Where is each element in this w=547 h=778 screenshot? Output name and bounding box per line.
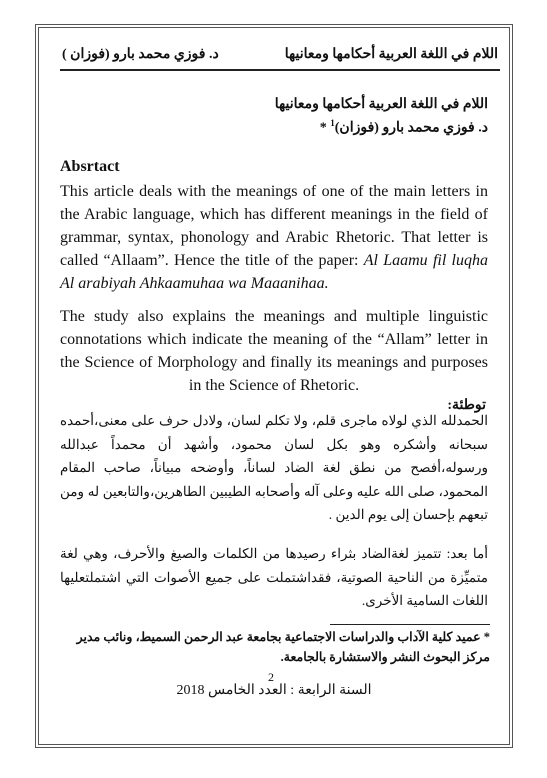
author-footnote: * عميد كلية الآداب والدراسات الاجتماعية بجامعة عبد الرحمن السميط، ونائب مدير مركز البحوث النشر والاستشارة بالجامعة. xyxy=(76,630,490,664)
footnote-divider xyxy=(330,624,490,625)
author-name: د. فوزي محمد بارو (فوزان) xyxy=(334,120,488,136)
page-number: 2 xyxy=(268,670,274,684)
intro-paragraph-2: أما بعد: تتميز لغةالضاد بثراء رصيدها من الكلمات والصيغ والأحرف، وهي لغة متميِّزة من الناحية الصوتية، فقداشتملت على جميع الأصوات التي اشتملتعليها اللغات السامية الأخرى. xyxy=(60,546,488,608)
journal-title: اللام في اللغة العربية أحكامها ومعانيها xyxy=(284,47,498,62)
abstract-p1-text: This article deals with the meanings of one of the main letters in the Arabic language, which has different meanings in the field of grammar, syntax, phonology and Arabic Rhetoric. That letter is called “Allaam”. Hence the title of the paper: xyxy=(60,183,488,269)
intro-heading: توطئة: xyxy=(447,398,486,413)
abstract-p1-italic-title: Al Laamu fil luqha Al arabiyah Ahkaamuhaa wa Maaanihaa. xyxy=(60,252,488,292)
issue-line: السنة الرابعة : العدد الخامس 2018 xyxy=(176,683,372,698)
header-author: د. فوزي محمد بارو (فوزان ) xyxy=(62,47,219,62)
abstract-paragraph-2: The study also explains the meanings and multiple linguistic connotations which indicate the meaning of the “Allam” letter in the Science of Morphology and finally its meanings and purposes in the Science of Rhetoric. xyxy=(60,308,488,394)
intro-paragraph-1: الحمدلله الذي لولاه ماجرى قلم، ولا تكلم لسان، ولادل حرف على معنى،أحمده سبحانه وأشكره وهو بكل لسان محمود، وأشهد أن محمداً عبدالله ورسوله،أفصح من نطق لغة الضاد لساناً، وأوضحه مبياناً، صاحب المقام المحمود، صلى الله عليه وعلى آله وأصحابه الطيبين الطاهرين،والتابعين له ومن تبعهم بإحسان إلى يوم الدين . xyxy=(60,413,488,522)
abstract-paragraph-1 xyxy=(60,180,488,295)
running-header xyxy=(62,46,498,63)
footnote-mark: 1 xyxy=(330,118,335,128)
article-title: اللام في اللغة العربية أحكامها ومعانيها xyxy=(274,97,488,112)
author-star: * xyxy=(319,120,327,136)
article-author xyxy=(60,118,488,137)
abstract-heading: Absrtact xyxy=(60,158,120,175)
header-divider xyxy=(60,69,500,71)
